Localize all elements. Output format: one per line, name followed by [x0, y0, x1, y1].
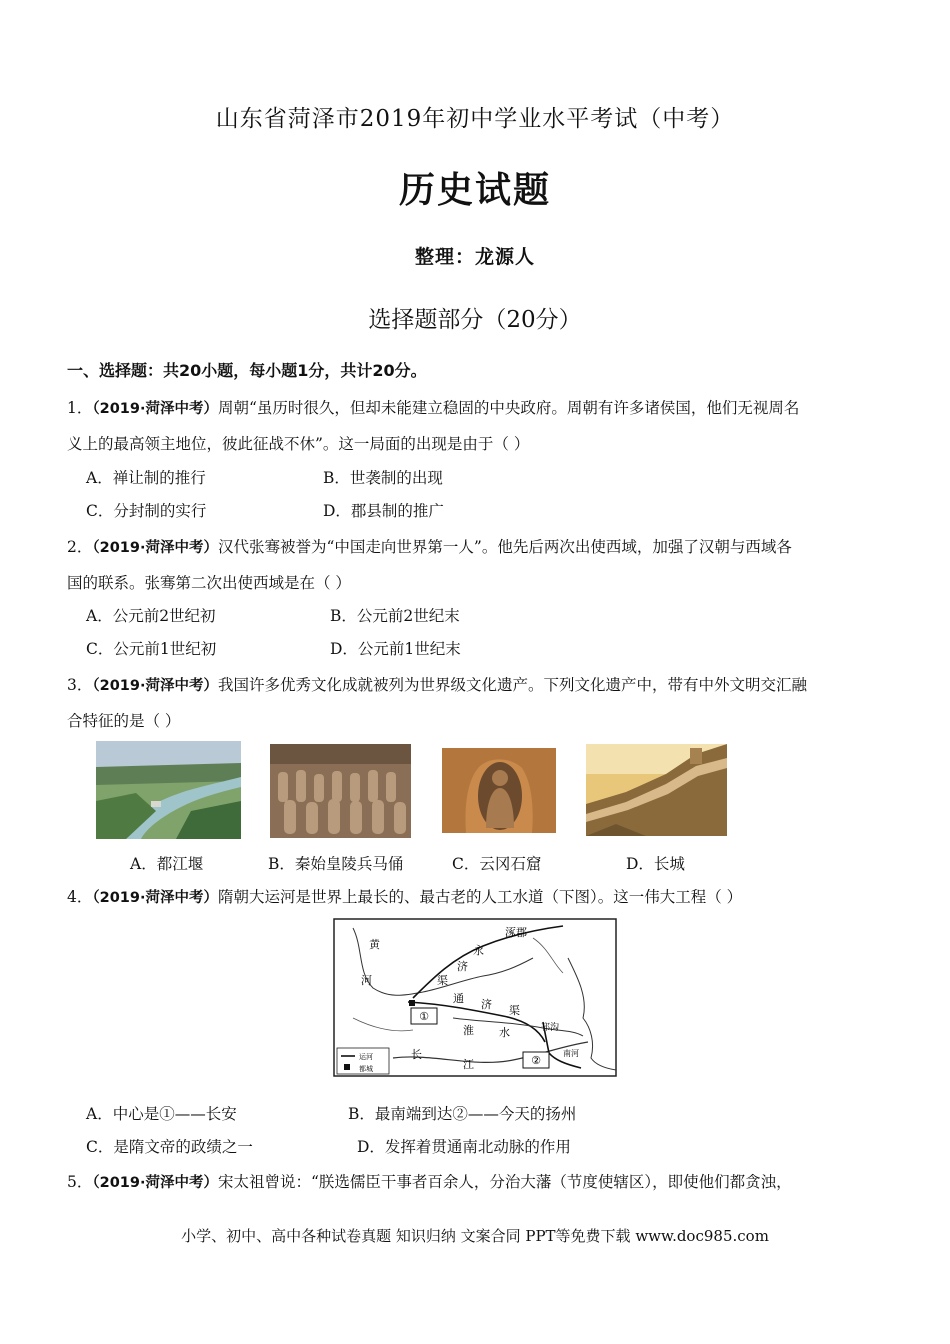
- map-label-chang: 长: [411, 1048, 422, 1061]
- question-text: 汉代张骞被誉为“中国走向世界第一人”。他先后两次出使西域，加强了汉朝与西域各: [218, 538, 792, 556]
- option-b: B．公元前2世纪末: [330, 607, 460, 625]
- question-number: 4．: [67, 888, 93, 906]
- question-text: 隋朝大运河是世界上最长的、最古老的人工水道（下图）。这一伟大工程（ ）: [218, 888, 743, 906]
- map-legend-capital: 都城: [359, 1065, 373, 1073]
- option-a: A．都江堰: [130, 855, 204, 873]
- question-2-line1: [67, 535, 792, 557]
- subject-title: 历史试题: [398, 170, 551, 211]
- map-label-zhuojun: 涿郡: [505, 926, 527, 939]
- question-3-line1: [67, 673, 807, 695]
- question-1-line2: 义上的最高领主地位，彼此征战不休”。这一局面的出现是由于（ ）: [67, 435, 530, 453]
- map-label-qu: 渠: [437, 974, 448, 987]
- question-source: （2019·菏泽中考）: [92, 401, 218, 417]
- question-source: （2019·菏泽中考）: [92, 678, 218, 694]
- option-b: B．秦始皇陵兵马俑: [268, 855, 404, 873]
- map-label-huang: 黄: [369, 938, 380, 951]
- option-d: D．郡县制的推广: [323, 502, 444, 520]
- question-text: 周朝“虽历时很久，但却未能建立稳固的中央政府。周朝有许多诸侯国，他们无视周名: [218, 399, 800, 417]
- page-footer: 小学、初中、高中各种试卷真题 知识归纳 文案合同 PPT等免费下载 www.doc985.com: [181, 1227, 769, 1245]
- question-text: 宋太祖曾说：“朕选儒臣干事者百余人，分治大藩（节度使辖区），即使他们都贪浊，: [218, 1173, 792, 1191]
- map-marker-1: ①: [419, 1010, 429, 1023]
- question-5-line1: [67, 1170, 792, 1192]
- question-text: 我国许多优秀文化成就被列为世界级文化遗产。下列文化遗产中，带有中外文明交汇融: [218, 676, 808, 694]
- option-c: C．云冈石窟: [452, 855, 542, 873]
- map-label-tong: 通: [453, 992, 464, 1005]
- question-3-line2: 合特征的是（ ）: [67, 712, 181, 730]
- option-b: B．世袭制的出现: [323, 469, 443, 487]
- yungang-grottoes-photo: [442, 748, 556, 833]
- question-number: 3．: [67, 676, 93, 694]
- option-d: D．发挥着贯通南北动脉的作用: [357, 1138, 571, 1156]
- map-legend-canal: 运河: [359, 1053, 373, 1061]
- dujiangyan-photo: [96, 741, 241, 839]
- map-label-ji2: 济: [481, 998, 492, 1011]
- question-source: （2019·菏泽中考）: [92, 1175, 218, 1191]
- option-c: C．是隋文帝的政绩之一: [86, 1138, 253, 1156]
- map-label-qu2: 渠: [509, 1004, 520, 1017]
- map-label-ganggou: 邗沟: [541, 1023, 560, 1033]
- part-title: 选择题部分（20分）: [368, 307, 582, 333]
- map-label-nanhe: 南河: [563, 1049, 579, 1058]
- grand-canal-map: [333, 918, 617, 1077]
- option-a: A．中心是①——长安: [86, 1105, 237, 1123]
- great-wall-photo: [586, 744, 727, 836]
- option-b: B．最南端到达②——今天的扬州: [348, 1105, 577, 1123]
- section-heading: 一、选择题：共20小题，每小题1分，共计20分。: [67, 361, 427, 380]
- question-number: 2．: [67, 538, 93, 556]
- map-label-he: 河: [361, 974, 372, 987]
- option-d: D．长城: [626, 855, 685, 873]
- option-a: A．公元前2世纪初: [86, 607, 216, 625]
- question-source: （2019·菏泽中考）: [92, 890, 218, 906]
- map-label-yong: 永: [473, 944, 484, 957]
- question-source: （2019·菏泽中考）: [92, 540, 218, 556]
- terracotta-warriors-photo: [270, 744, 411, 838]
- map-marker-2: ②: [531, 1054, 541, 1067]
- question-1-line1: [67, 396, 799, 418]
- option-c: C．分封制的实行: [86, 502, 207, 520]
- question-number: 1．: [67, 399, 93, 417]
- option-d: D．公元前1世纪末: [330, 640, 461, 658]
- map-label-ji: 济: [457, 960, 468, 973]
- exam-title: 山东省菏泽市2019年初中学业水平考试（中考）: [215, 106, 735, 132]
- map-label-huai: 淮: [463, 1024, 474, 1037]
- editor-credit: 整理：龙源人: [414, 246, 535, 268]
- map-label-jiang: 江: [463, 1058, 474, 1071]
- map-label-shui: 水: [499, 1026, 510, 1039]
- question-number: 5．: [67, 1173, 93, 1191]
- question-2-line2: 国的联系。张骞第二次出使西域是在（ ）: [67, 574, 351, 592]
- option-c: C．公元前1世纪初: [86, 640, 217, 658]
- option-a: A．禅让制的推行: [86, 469, 206, 487]
- question-4-line1: [67, 885, 742, 907]
